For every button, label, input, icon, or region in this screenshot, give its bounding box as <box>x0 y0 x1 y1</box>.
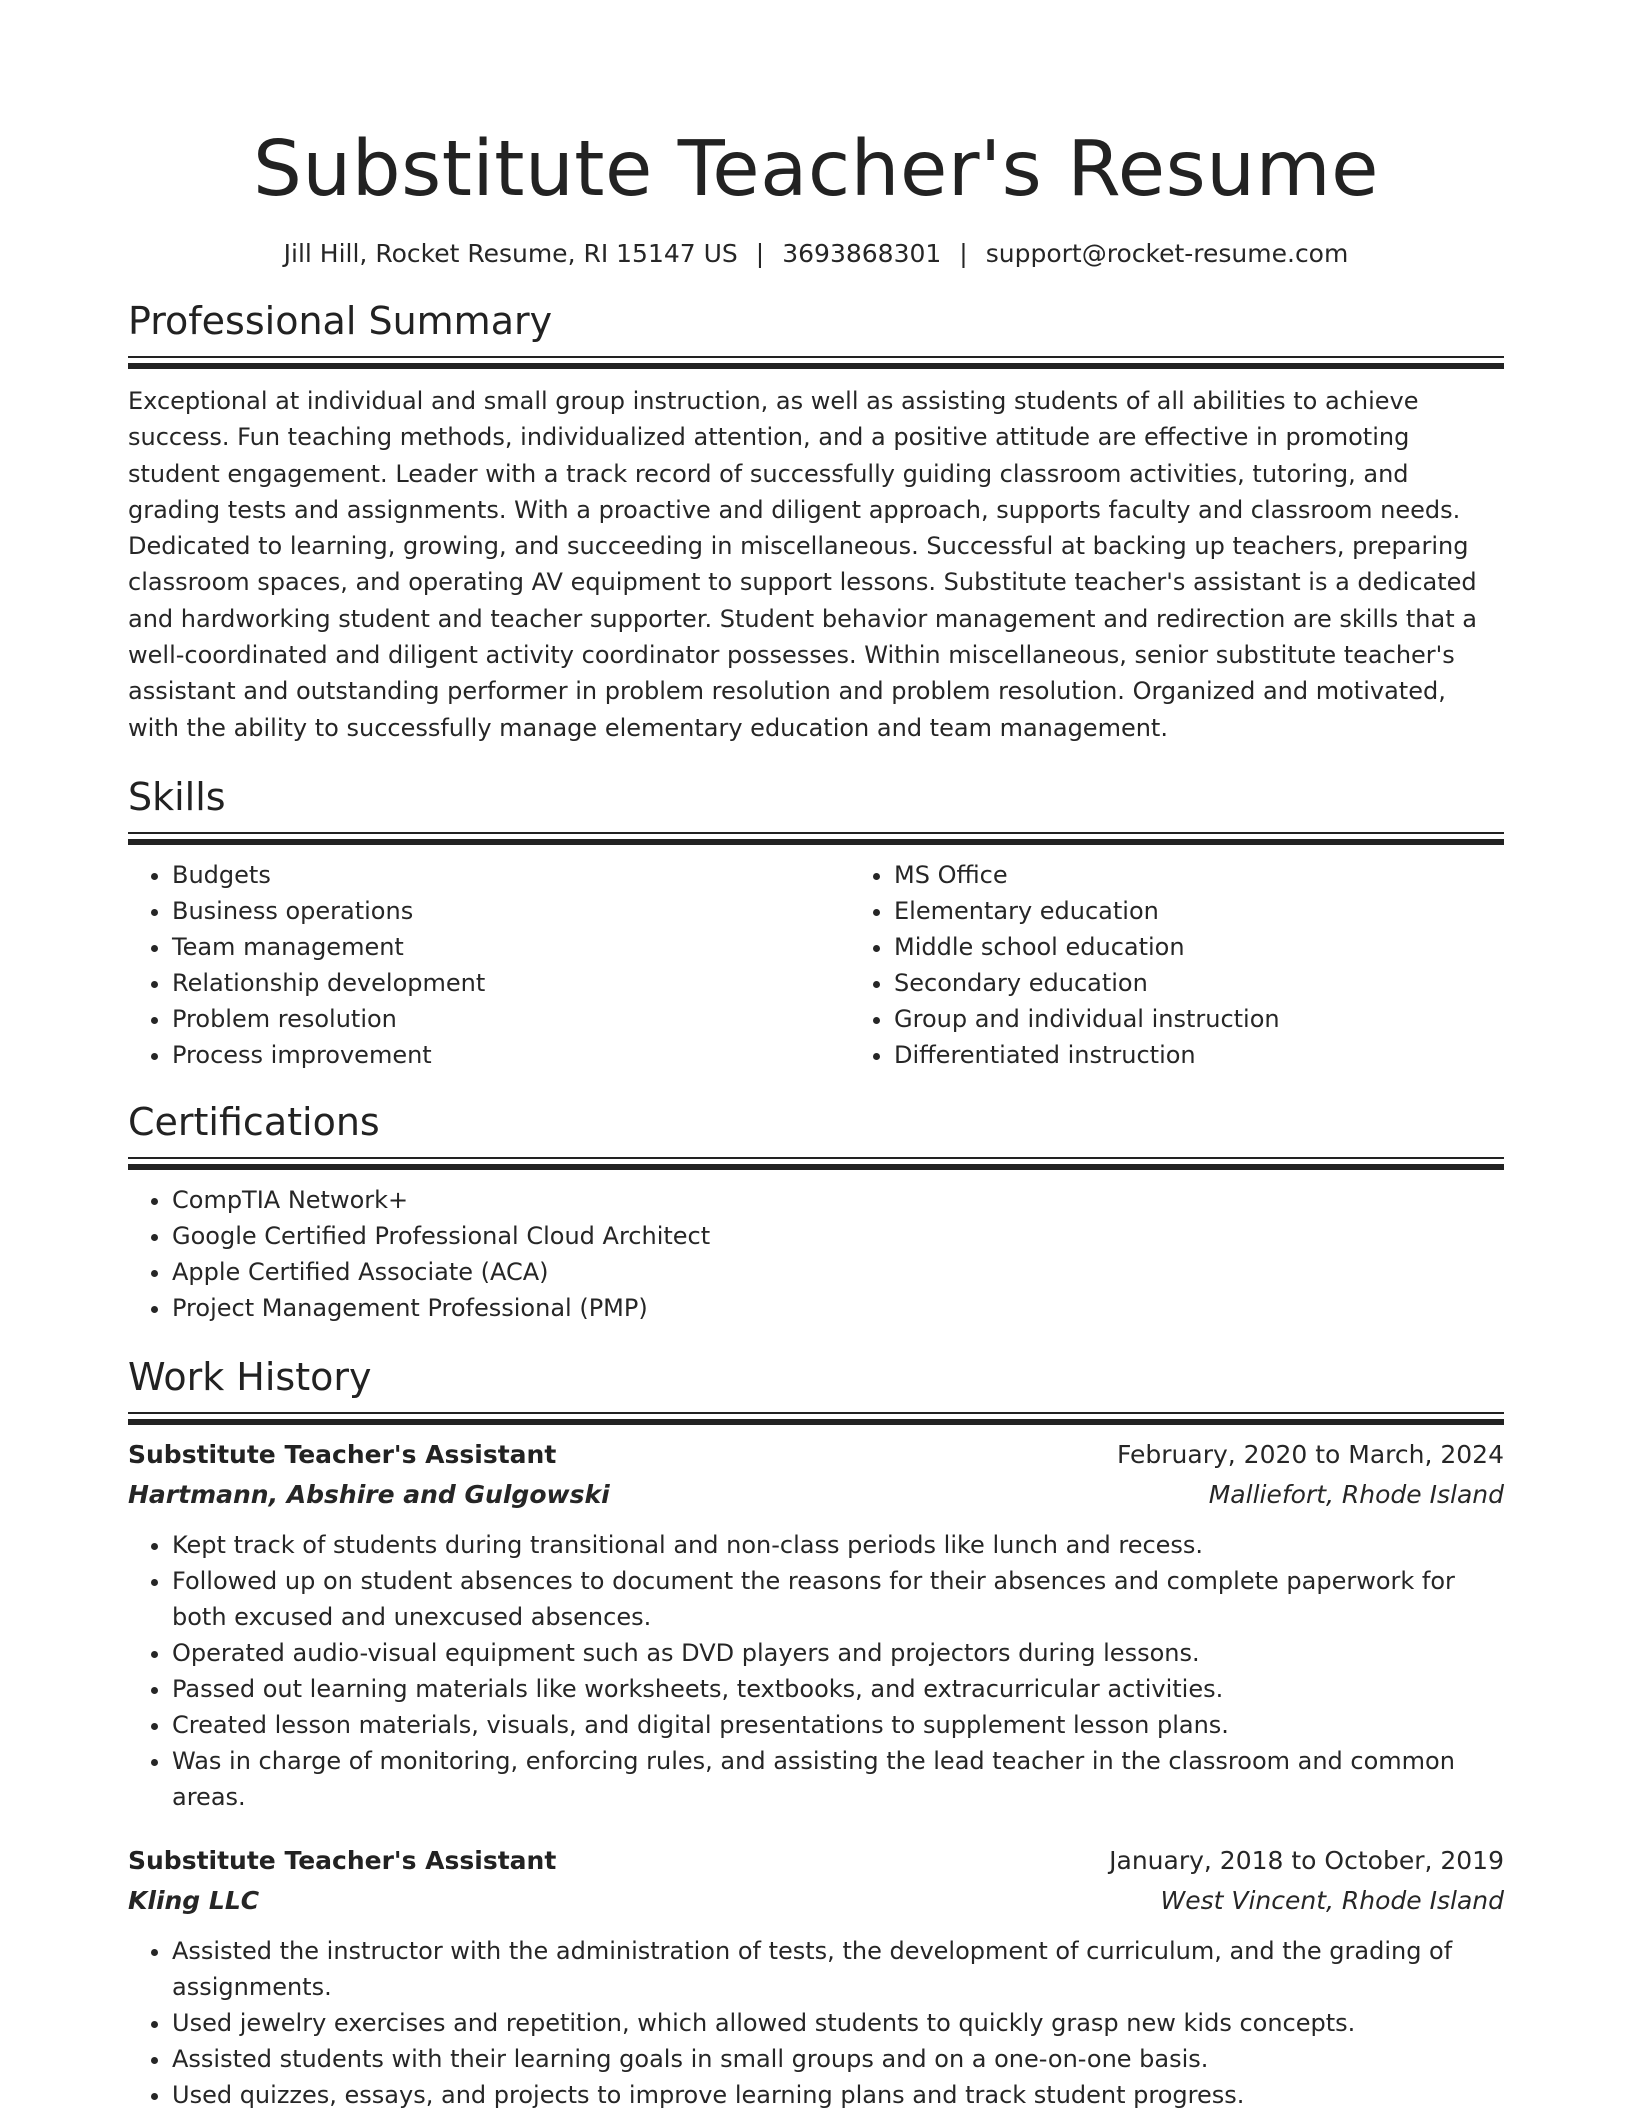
job-location: West Vincent, Rhode Island <box>1160 1885 1504 1915</box>
skills-section <box>128 772 1504 1073</box>
work-history-heading: Work History <box>128 1354 372 1399</box>
contact-line <box>128 236 1504 272</box>
certifications-list <box>128 1182 1504 1326</box>
job-company: Kling LLC <box>128 1885 260 1915</box>
contact-separator: | <box>755 239 765 268</box>
section-divider <box>128 832 1504 845</box>
certifications-section <box>128 1097 1504 1326</box>
skill-item: • Business operations <box>172 893 850 929</box>
job-duty-item: • Created lesson materials, visuals, and digital presentations to supplement lesson plans. <box>172 1707 1504 1743</box>
skill-item: • MS Office <box>894 857 1504 893</box>
job-company: Hartmann, Abshire and Gulgowski <box>128 1479 610 1509</box>
skill-item: • Middle school education <box>894 929 1504 965</box>
certification-item: • Project Management Professional (PMP) <box>172 1290 1504 1326</box>
skill-item: • Process improvement <box>172 1037 850 1073</box>
skills-list-right <box>850 857 1504 1073</box>
section-divider <box>128 356 1504 369</box>
contact-email: support@rocket-resume.com <box>985 239 1349 268</box>
contact-address: Jill Hill, Rocket Resume, RI 15147 US <box>283 239 738 268</box>
skills-columns <box>128 857 1504 1073</box>
job-duty-item: • Used jewelry exercises and repetition, which allowed students to quickly grasp new kids concepts. <box>172 2005 1504 2041</box>
job-entry <box>128 1435 1504 1815</box>
certification-item: • Apple Certified Associate (ACA) <box>172 1254 1504 1290</box>
contact-separator: | <box>959 239 968 268</box>
job-duty-item: • Used quizzes, essays, and projects to improve learning plans and track student progress. <box>172 2077 1504 2112</box>
job-duty-item: • Operated audio-visual equipment such as DVD players and projectors during lessons. <box>172 1635 1504 1671</box>
skills-list-left <box>128 857 850 1073</box>
job-header <box>128 1435 1504 1475</box>
job-title: Substitute Teacher's Assistant <box>128 1845 557 1875</box>
job-duties-list <box>128 1933 1504 2112</box>
job-duty-item: • Assisted the instructor with the administration of tests, the development of curriculum, and the grading of assignments. <box>172 1933 1504 2005</box>
job-header <box>128 1841 1504 1881</box>
certification-item: • CompTIA Network+ <box>172 1182 1504 1218</box>
skill-item: • Secondary education <box>894 965 1504 1001</box>
skill-item: • Group and individual instruction <box>894 1001 1504 1037</box>
certification-item: • Google Certified Professional Cloud Architect <box>172 1218 1504 1254</box>
job-duty-item: • Kept track of students during transitional and non-class periods like lunch and recess. <box>172 1527 1504 1563</box>
job-location: Malliefort, Rhode Island <box>1208 1479 1504 1509</box>
skill-item: • Elementary education <box>894 893 1504 929</box>
job-duty-item: • Assisted students with their learning goals in small groups and on a one-on-one basis. <box>172 2041 1504 2077</box>
contact-phone: 3693868301 <box>782 239 942 268</box>
skill-item: • Problem resolution <box>172 1001 850 1037</box>
section-divider <box>128 1412 1504 1425</box>
job-duties-list <box>128 1527 1504 1815</box>
skill-item: • Team management <box>172 929 850 965</box>
job-entry <box>128 1841 1504 2112</box>
resume-title: Substitute Teacher's Resume <box>253 125 1379 214</box>
skill-item: • Relationship development <box>172 965 850 1001</box>
skills-heading: Skills <box>128 774 226 819</box>
job-title: Substitute Teacher's Assistant <box>128 1439 557 1469</box>
job-subheader <box>128 1475 1504 1515</box>
summary-section <box>128 296 1504 746</box>
job-subheader <box>128 1881 1504 1921</box>
job-duty-item: • Followed up on student absences to document the reasons for their absences and complete paperwork for both excused and unexcused absences. <box>172 1563 1504 1635</box>
summary-heading: Professional Summary <box>128 299 553 343</box>
job-duty-item: • Passed out learning materials like worksheets, textbooks, and extracurricular activities. <box>172 1671 1504 1707</box>
skill-item: • Differentiated instruction <box>894 1037 1504 1073</box>
job-dates: January, 2018 to October, 2019 <box>1109 1845 1504 1875</box>
summary-text: Exceptional at individual and small group instruction, as well as assisting students of all abilities to achieve success. Fun teaching methods, individualized attention, and a positive attitude are effective in promoting student engagement. Leader with a track record of successfully guiding classroom activities, tutoring, and grading tests and assignments. With a proactive and diligent approach, supports faculty and classroom needs. Dedicated to learning, growing, and succeeding in miscellaneous. Successful at backing up teachers, preparing classroom spaces, and operating AV equipment to support lessons. Substitute teacher's assistant is a dedicated and hardworking student and teacher supporter. Student behavior management and redirection are skills that a well-coordinated and diligent activity coordinator possesses. Within miscellaneous, senior substitute teacher's assistant and outstanding performer in problem resolution and problem resolution. Organized and motivated, with the ability to successfully manage elementary education and team management. <box>128 387 1477 742</box>
certifications-heading: Certifications <box>128 1099 380 1144</box>
work-history-section <box>128 1352 1504 2112</box>
skill-item: • Budgets <box>172 857 850 893</box>
section-divider <box>128 1157 1504 1170</box>
job-duty-item: • Was in charge of monitoring, enforcing rules, and assisting the lead teacher in the classroom and common areas. <box>172 1743 1504 1815</box>
job-dates: February, 2020 to March, 2024 <box>1116 1439 1504 1469</box>
